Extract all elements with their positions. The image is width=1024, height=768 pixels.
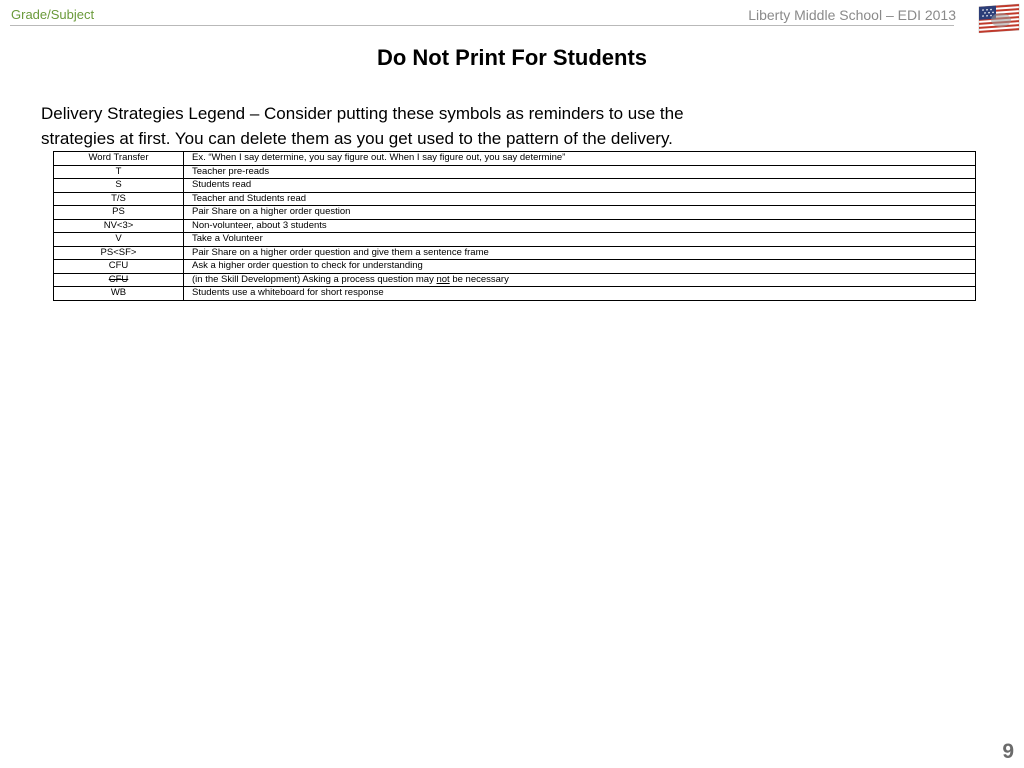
header-school: Liberty Middle School – EDI 2013 (748, 7, 956, 23)
description-part: be necessary (449, 273, 509, 285)
table-row (54, 192, 976, 206)
description-cell: Non-volunteer, about 3 students (184, 219, 976, 233)
table-row (54, 219, 976, 233)
table-row (54, 152, 976, 166)
symbol-cell: PS<SF> (54, 246, 184, 260)
description-cell: Teacher pre-reads (184, 165, 976, 179)
description-cell: Pair Share on a higher order question (184, 206, 976, 220)
table-row (54, 260, 976, 274)
legend-intro: Delivery Strategies Legend – Consider putting these symbols as reminders to use the strategies at first. You can delete them as you get used to the pattern of the delivery. (41, 104, 684, 148)
description-cell (184, 273, 976, 287)
description-cell: Pair Share on a higher order question and give them a sentence frame (184, 246, 976, 260)
symbol-cell: V (54, 233, 184, 247)
header-subject: Grade/Subject (11, 7, 95, 22)
table-row (54, 273, 976, 287)
symbol-cell: CFU (54, 260, 184, 274)
symbol-cell: PS (54, 206, 184, 220)
struck-symbol: CFU (108, 273, 129, 285)
description-cell: Ex. “When I say determine, you say figure out. When I say figure out, you say determine” (184, 152, 976, 166)
description-cell: Students use a whiteboard for short response (184, 287, 976, 301)
delivery-strategies-table (53, 151, 976, 301)
symbol-cell: Word Transfer (54, 152, 184, 166)
symbol-cell: WB (54, 287, 184, 301)
page-title: Do Not Print For Students (376, 45, 648, 70)
table-row (54, 233, 976, 247)
symbol-cell: T/S (54, 192, 184, 206)
header-rule (10, 25, 954, 26)
emphasized-word: not (436, 273, 450, 285)
page-number: 9 (1002, 740, 1014, 763)
symbol-cell: S (54, 179, 184, 193)
description-cell: Teacher and Students read (184, 192, 976, 206)
description-cell: Take a Volunteer (184, 233, 976, 247)
table-row (54, 179, 976, 193)
symbol-cell: NV<3> (54, 219, 184, 233)
symbol-cell: T (54, 165, 184, 179)
description-part: (in the Skill Development) Asking a process question may (192, 273, 437, 285)
description-cell: Students read (184, 179, 976, 193)
table-row (54, 206, 976, 220)
us-flag-icon (977, 2, 1021, 34)
table-row (54, 287, 976, 301)
description-cell: Ask a higher order question to check for understanding (184, 260, 976, 274)
table-row (54, 246, 976, 260)
symbol-cell (54, 273, 184, 287)
table-row (54, 165, 976, 179)
